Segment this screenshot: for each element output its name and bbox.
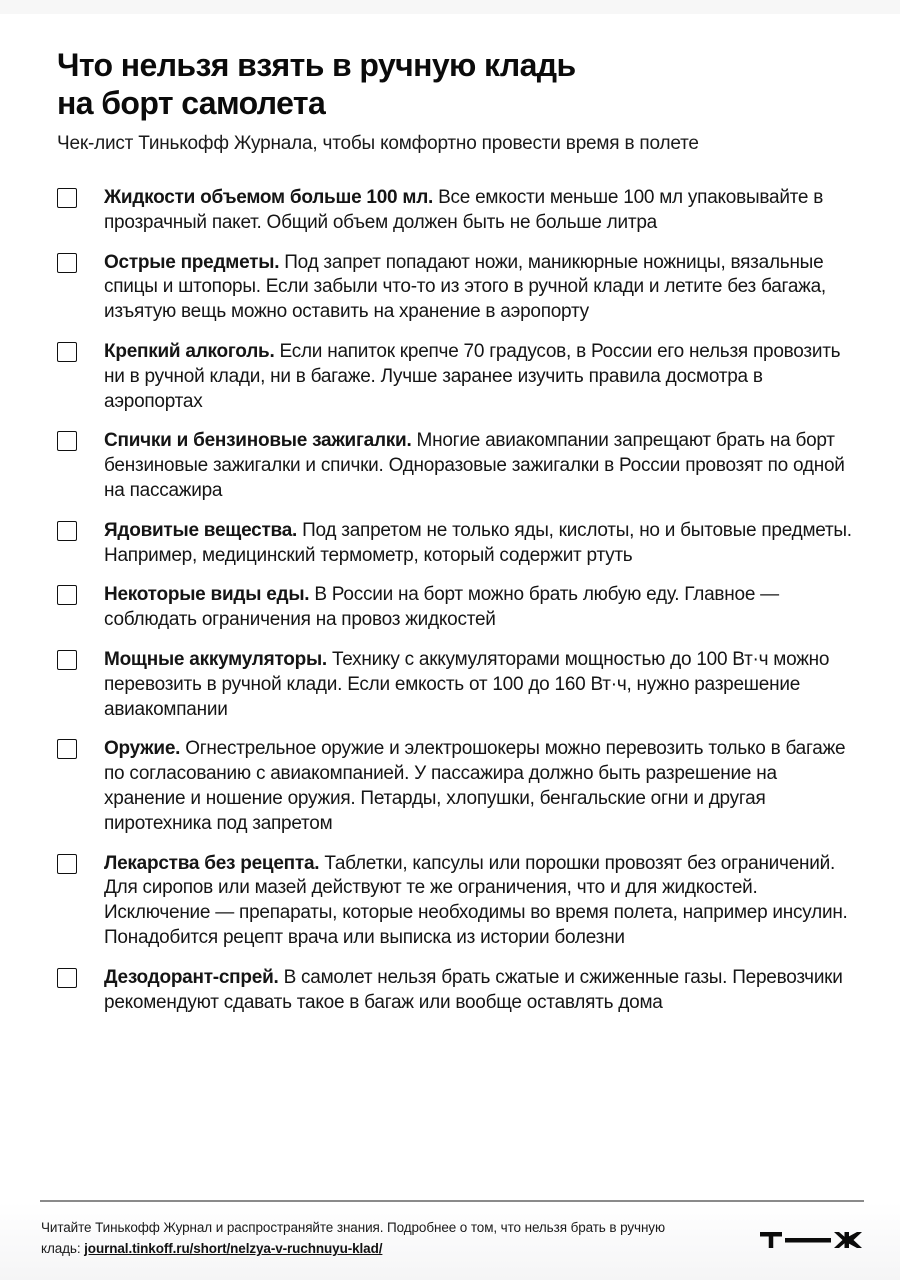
- footer-divider: [40, 1200, 864, 1202]
- item-heading: Жидкости объемом больше 100 мл.: [104, 187, 434, 208]
- checkbox[interactable]: [57, 521, 77, 541]
- item-description: В России на борт можно брать любую еду. Главное — соблюдать ограничения на провоз жидкостей: [104, 584, 779, 631]
- checklist-item: [57, 852, 857, 951]
- checklist-item: [57, 519, 857, 569]
- footer-note: [41, 1217, 701, 1259]
- item-heading: Острые предметы.: [104, 251, 280, 273]
- checklist-item: [57, 186, 857, 236]
- page-title: [57, 46, 857, 122]
- subtitle: Чек-лист Тинькофф Журнала, чтобы комфортно провести время в полете: [57, 133, 699, 154]
- checklist-item: [57, 429, 857, 503]
- checkbox[interactable]: [57, 188, 77, 208]
- article-link[interactable]: journal.tinkoff.ru/short/nelzya-v-ruchnuyu-klad/: [84, 1241, 383, 1256]
- checkbox[interactable]: [57, 854, 77, 874]
- title-line-1: Что нельзя взять в ручную кладь: [57, 47, 576, 83]
- checkbox[interactable]: [57, 585, 77, 605]
- item-description: Огнестрельное оружие и электрошокеры можно перевозить только в багаже по согласованию с авиакомпанией. У пассажира должно быть разрешение на хранение и ношение оружия. Петарды, хлопушки, бенгальские огни и другая пиротехника под запретом: [104, 738, 846, 834]
- item-description: Под запрет попадают ножи, маникюрные ножницы, вязальные спицы и штопоры. Если забыли что-то из этого в ручной клади и летите без багажа, изъятую вещь можно оставить на хранение в аэропорту: [104, 251, 826, 323]
- top-edge-bar: [0, 0, 900, 14]
- item-description: Если напиток крепче 70 градусов, в России его нельзя провозить ни в ручной клади, ни в багаже. Лучше заранее изучить правила досмотра в аэропортах: [104, 340, 841, 412]
- checklist-item: [57, 583, 857, 633]
- item-description: Таблетки, капсулы или порошки провозят без ограничений. Для сиропов или мазей действуют те же ограничения, что и для жидкостей. Исключение — препараты, которые необходимы во время полета, например инсулин. Понадобится рецепт врача или выписка из истории болезни: [104, 852, 848, 948]
- tzh-logo-icon: [760, 1227, 864, 1253]
- item-heading: Крепкий алкоголь.: [104, 340, 275, 362]
- item-heading: Дезодорант-спрей.: [104, 966, 279, 988]
- item-description: В самолет нельзя брать сжатые и сжиженные газы. Перевозчики рекомендуют сдавать такое в багаж или вообще оставлять дома: [104, 966, 843, 1013]
- checkbox[interactable]: [57, 650, 77, 670]
- checklist-item: [57, 648, 857, 722]
- item-description: Все емкости меньше 100 мл упаковывайте в прозрачный пакет. Общий объем должен быть не больше литра: [104, 187, 824, 233]
- checklist: [57, 186, 857, 1030]
- item-description: Многие авиакомпании запрещают брать на борт бензиновые зажигалки и спички. Одноразовые зажигалки в России провозят по одной на пассажира: [104, 430, 845, 501]
- checkbox[interactable]: [57, 342, 77, 362]
- checkbox[interactable]: [57, 739, 77, 759]
- item-description: Под запретом не только яды, кислоты, но и бытовые предметы. Например, медицинский термометр, который содержит ртуть: [104, 519, 852, 566]
- checkbox[interactable]: [57, 968, 77, 988]
- item-heading: Лекарства без рецепта.: [104, 852, 320, 874]
- checklist-item: [57, 737, 857, 836]
- item-heading: Некоторые виды еды.: [104, 584, 310, 606]
- title-line-2: на борт самолета: [57, 85, 326, 121]
- item-heading: Спички и бензиновые зажигалки.: [104, 430, 412, 452]
- footer-text: Читайте Тинькофф Журнал и распространяйте знания. Подробнее о том, что нельзя брать в ручную кладь:: [41, 1220, 665, 1256]
- item-description: Технику с аккумуляторами мощностью до 100 Вт·ч можно перевозить в ручной клади. Если емкость от 100 до 160 Вт·ч, нужно разрешение авиакомпании: [104, 648, 830, 720]
- checklist-item: [57, 966, 857, 1016]
- item-heading: Оружие.: [104, 738, 181, 760]
- header: [57, 46, 857, 156]
- item-heading: Мощные аккумуляторы.: [104, 648, 327, 670]
- checkbox[interactable]: [57, 431, 77, 451]
- checklist-item: [57, 340, 857, 414]
- checkbox[interactable]: [57, 253, 77, 273]
- item-heading: Ядовитые вещества.: [104, 519, 298, 541]
- checklist-item: [57, 251, 857, 325]
